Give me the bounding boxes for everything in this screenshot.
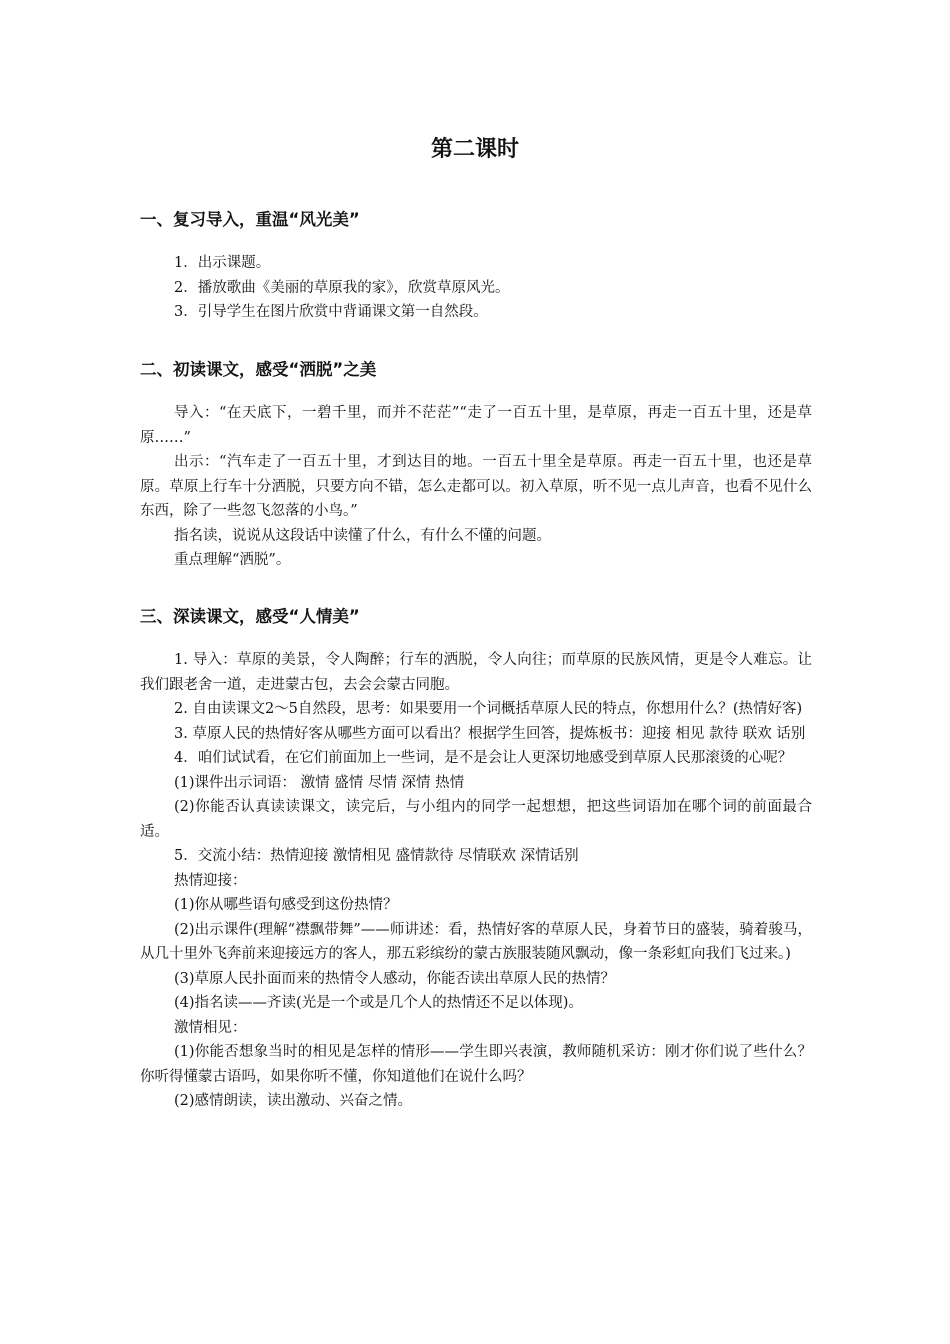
paragraph: 导入：“在天底下，一碧千里，而并不茫茫”“走了一百五十里，是草原，再走一百五十里，还是草原……” <box>140 405 812 446</box>
paragraph: 3. 草原人民的热情好客从哪些方面可以看出？根据学生回答，提炼板书：迎接 相见 款待 联欢 话别 <box>174 725 806 742</box>
paragraph: 热情迎接： <box>174 872 247 889</box>
paragraph: (2)你能否认真读读课文，读完后，与小组内的同学一起想想，把这些词语加在哪个词的前面最合适。 <box>140 799 812 840</box>
section-deep-reading <box>140 605 812 1114</box>
paragraph: (2)感情朗读，读出激动、兴奋之情。 <box>174 1093 413 1109</box>
section-heading: 一、复习导入，重温“风光美” <box>140 210 360 229</box>
paragraph: 1. 导入：草原的美景，令人陶醉；行车的洒脱，令人向往；而草原的民族风情，更是令人难忘。让我们跟老舍一道，走进蒙古包，去会会蒙古同胞。 <box>140 652 812 693</box>
list-item: 2．播放歌曲《美丽的草原我的家》，欣赏草原风光。 <box>174 279 510 296</box>
paragraph: (1)你从哪些语句感受到这份热情？ <box>174 897 398 913</box>
paragraph: 2. 自由读课文2～5自然段，思考：如果要用一个词概括草原人民的特点，你想用什么？(热情好客) <box>174 701 803 717</box>
paragraph: (3)草原人民扑面而来的热情令人感动，你能否读出草原人民的热情？ <box>174 970 616 987</box>
paragraph: (1)你能否想象当时的相见是怎样的情形——学生即兴表演，教师随机采访：刚才你们说了些什么？你听得懂蒙古语吗，如果你听不懂，你知道他们在说什么吗？ <box>140 1044 812 1085</box>
paragraph: 重点理解“洒脱”。 <box>174 552 291 568</box>
paragraph: (1)课件出示词语： 激情 盛情 尽情 深情 热情 <box>174 774 465 791</box>
paragraph: 指名读，说说从这段话中读懂了什么，有什么不懂的问题。 <box>174 527 551 544</box>
paragraph: 激情相见： <box>174 1019 247 1036</box>
section-review-intro <box>140 208 812 325</box>
paragraph: 出示：“汽车走了一百五十里，才到达目的地。一百五十里全是草原。再走一百五十里，也还是草原。草原上行车十分洒脱，只要方向不错，怎么走都可以。初入草原，听不见一点儿声音，也看不见什么东西，除了一些忽飞忽落的小鸟。” <box>140 454 812 519</box>
paragraph: (2)出示课件(理解“襟飘带舞”——师讲述：看，热情好客的草原人民，身着节日的盛装，骑着骏马，从几十里外飞奔前来迎接远方的客人，那五彩缤纷的蒙古族服装随风飘动，像一条彩虹向我们飞过来。) <box>140 921 812 962</box>
paragraph: 4．咱们试试看，在它们前面加上一些词，是不是会让人更深切地感受到草原人民那滚烫的心呢？ <box>174 750 793 766</box>
page-title: 第二课时 <box>430 137 519 162</box>
list-item: 1．出示课题。 <box>174 255 271 271</box>
section-heading: 二、初读课文，感受“洒脱”之美 <box>140 360 377 379</box>
section-heading: 三、深读课文，感受“人情美” <box>140 607 360 626</box>
paragraph: 5．交流小结：热情迎接 激情相见 盛情款待 尽情联欢 深情话别 <box>174 848 579 864</box>
list-item: 3．引导学生在图片欣赏中背诵课文第一自然段。 <box>174 304 488 320</box>
paragraph: (4)指名读——齐读(光是一个或是几个人的热情还不足以体现)。 <box>174 995 583 1011</box>
section-first-reading <box>140 358 812 573</box>
